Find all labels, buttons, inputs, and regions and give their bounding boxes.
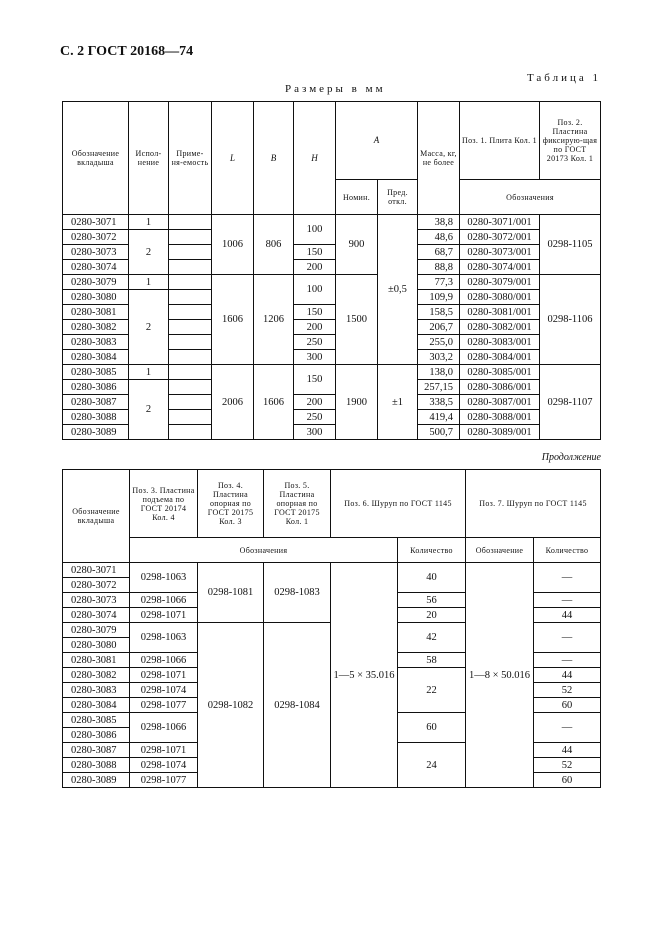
header-pos5: Поз. 5. Пластина опорная по ГОСТ 20175 Кол. 1 <box>264 470 331 538</box>
mass-cell: 48,6 <box>418 230 460 245</box>
applicability-cell <box>169 365 212 380</box>
table-1-continued <box>62 469 601 788</box>
pos1-cell: 0280-3089/001 <box>460 425 540 440</box>
units-note: Размеры в мм <box>285 83 386 95</box>
h-cell: 250 <box>294 410 336 425</box>
table-1 <box>62 101 601 440</box>
pos3-cell: 0298-1074 <box>130 683 198 698</box>
designation-cell: 0280-3084 <box>63 350 129 365</box>
mass-cell: 138,0 <box>418 365 460 380</box>
header-pos1: Поз. 1. Плита Кол. 1 <box>460 102 540 180</box>
applicability-cell <box>169 425 212 440</box>
mass-cell: 257,15 <box>418 380 460 395</box>
mass-cell: 303,2 <box>418 350 460 365</box>
pos1-cell: 0280-3072/001 <box>460 230 540 245</box>
header-designation: Обозначение вкладыша <box>63 102 129 215</box>
mass-cell: 419,4 <box>418 410 460 425</box>
pos5-cell: 0298-1084 <box>264 623 331 788</box>
qty7-cell: — <box>534 713 601 743</box>
a-nominal-cell: 900 <box>336 215 378 275</box>
version-cell: 2 <box>129 380 169 440</box>
b-cell: 1606 <box>254 365 294 440</box>
qty7-cell: 60 <box>534 698 601 713</box>
h-cell: 150 <box>294 305 336 320</box>
pos1-cell: 0280-3081/001 <box>460 305 540 320</box>
qty6-cell: 56 <box>398 593 466 608</box>
designation-cell: 0280-3071 <box>63 215 129 230</box>
h-cell: 150 <box>294 365 336 395</box>
header-designation-7: Обозначение <box>466 538 534 563</box>
qty7-cell: 60 <box>534 773 601 788</box>
header-pos4: Поз. 4. Пластина опорная по ГОСТ 20175 Кол. 3 <box>198 470 264 538</box>
a-nominal-cell: 1500 <box>336 275 378 365</box>
mass-cell: 206,7 <box>418 320 460 335</box>
pos7-cell: 1—8 × 50.016 <box>466 563 534 788</box>
header-designations: Обозначения <box>460 180 601 215</box>
qty6-cell: 20 <box>398 608 466 623</box>
header-quantity-7: Количество <box>534 538 601 563</box>
table-row <box>63 275 601 290</box>
mass-cell: 500,7 <box>418 425 460 440</box>
pos1-cell: 0280-3082/001 <box>460 320 540 335</box>
applicability-cell <box>169 335 212 350</box>
pos1-cell: 0280-3071/001 <box>460 215 540 230</box>
header-b: B <box>254 102 294 215</box>
pos2-cell: 0298-1107 <box>540 365 601 440</box>
applicability-cell <box>169 410 212 425</box>
version-cell: 1 <box>129 275 169 290</box>
applicability-cell <box>169 395 212 410</box>
designation-cell: 0280-3071 <box>63 563 130 578</box>
h-cell: 150 <box>294 245 336 260</box>
pos1-cell: 0280-3079/001 <box>460 275 540 290</box>
applicability-cell <box>169 230 212 245</box>
qty6-cell: 58 <box>398 653 466 668</box>
qty7-cell: 44 <box>534 668 601 683</box>
qty7-cell: 52 <box>534 758 601 773</box>
pos3-cell: 0298-1077 <box>130 773 198 788</box>
h-cell: 200 <box>294 320 336 335</box>
designation-cell: 0280-3079 <box>63 623 130 638</box>
b-cell: 1206 <box>254 275 294 365</box>
pos1-cell: 0280-3088/001 <box>460 410 540 425</box>
qty7-cell: 44 <box>534 608 601 623</box>
pos4-cell: 0298-1081 <box>198 563 264 623</box>
qty7-cell: — <box>534 653 601 668</box>
h-cell: 250 <box>294 335 336 350</box>
pos3-cell: 0298-1071 <box>130 608 198 623</box>
table-row <box>63 215 601 230</box>
pos6-cell: 1—5 × 35.016 <box>331 563 398 788</box>
h-cell: 200 <box>294 395 336 410</box>
pos2-cell: 0298-1106 <box>540 275 601 365</box>
designation-cell: 0280-3073 <box>63 593 130 608</box>
designation-cell: 0280-3082 <box>63 668 130 683</box>
applicability-cell <box>169 215 212 230</box>
applicability-cell <box>169 380 212 395</box>
designation-cell: 0280-3085 <box>63 713 130 728</box>
qty6-cell: 22 <box>398 668 466 713</box>
h-cell: 200 <box>294 260 336 275</box>
designation-cell: 0280-3082 <box>63 320 129 335</box>
pos3-cell: 0298-1071 <box>130 668 198 683</box>
designation-cell: 0280-3086 <box>63 380 129 395</box>
designation-cell: 0280-3074 <box>63 260 129 275</box>
table-row <box>63 365 601 380</box>
pos1-cell: 0280-3083/001 <box>460 335 540 350</box>
header-quantity: Количество <box>398 538 466 563</box>
mass-cell: 77,3 <box>418 275 460 290</box>
header-l: L <box>212 102 254 215</box>
table-number: Таблица 1 <box>526 72 601 84</box>
h-cell: 100 <box>294 275 336 305</box>
pos1-cell: 0280-3073/001 <box>460 245 540 260</box>
designation-cell: 0280-3073 <box>63 245 129 260</box>
pos1-cell: 0280-3080/001 <box>460 290 540 305</box>
version-cell: 1 <box>129 365 169 380</box>
designation-cell: 0280-3072 <box>63 230 129 245</box>
table-row <box>63 563 601 578</box>
h-cell: 300 <box>294 350 336 365</box>
continuation-label: Продолжение <box>541 452 601 463</box>
a-tolerance-cell: ±0,5 <box>378 215 418 365</box>
pos3-cell: 0298-1063 <box>130 623 198 653</box>
header-designations: Обозначения <box>130 538 398 563</box>
qty7-cell: — <box>534 623 601 653</box>
qty6-cell: 60 <box>398 713 466 743</box>
mass-cell: 38,8 <box>418 215 460 230</box>
header-pos6: Поз. 6. Шуруп по ГОСТ 1145 <box>331 470 466 538</box>
qty7-cell: 44 <box>534 743 601 758</box>
header-pos7: Поз. 7. Шуруп по ГОСТ 1145 <box>466 470 601 538</box>
designation-cell: 0280-3081 <box>63 305 129 320</box>
applicability-cell <box>169 320 212 335</box>
designation-cell: 0280-3080 <box>63 638 130 653</box>
mass-cell: 68,7 <box>418 245 460 260</box>
mass-cell: 88,8 <box>418 260 460 275</box>
designation-cell: 0280-3074 <box>63 608 130 623</box>
mass-cell: 255,0 <box>418 335 460 350</box>
applicability-cell <box>169 290 212 305</box>
pos4-cell: 0298-1082 <box>198 623 264 788</box>
header-applicability: Приме-ня-емость <box>169 102 212 215</box>
pos1-cell: 0280-3084/001 <box>460 350 540 365</box>
designation-cell: 0280-3089 <box>63 773 130 788</box>
pos1-cell: 0280-3085/001 <box>460 365 540 380</box>
designation-cell: 0280-3086 <box>63 728 130 743</box>
designation-cell: 0280-3085 <box>63 365 129 380</box>
pos5-cell: 0298-1083 <box>264 563 331 623</box>
designation-cell: 0280-3087 <box>63 395 129 410</box>
header-h: H <box>294 102 336 215</box>
designation-cell: 0280-3080 <box>63 290 129 305</box>
mass-cell: 158,5 <box>418 305 460 320</box>
qty6-cell: 42 <box>398 623 466 653</box>
applicability-cell <box>169 350 212 365</box>
designation-cell: 0280-3083 <box>63 683 130 698</box>
applicability-cell <box>169 245 212 260</box>
qty7-cell: — <box>534 593 601 608</box>
header-tolerance: Пред. откл. <box>378 180 418 215</box>
pos3-cell: 0298-1063 <box>130 563 198 593</box>
applicability-cell <box>169 305 212 320</box>
page-title: С. 2 ГОСТ 20168—74 <box>60 44 194 59</box>
pos3-cell: 0298-1066 <box>130 653 198 668</box>
qty6-cell: 24 <box>398 743 466 788</box>
applicability-cell <box>169 260 212 275</box>
designation-cell: 0280-3089 <box>63 425 129 440</box>
version-cell: 2 <box>129 290 169 365</box>
pos1-cell: 0280-3074/001 <box>460 260 540 275</box>
l-cell: 2006 <box>212 365 254 440</box>
pos3-cell: 0298-1066 <box>130 593 198 608</box>
mass-cell: 338,5 <box>418 395 460 410</box>
pos2-cell: 0298-1105 <box>540 215 601 275</box>
header-pos2: Поз. 2. Пластина фиксирую-щая по ГОСТ 20173 Кол. 1 <box>540 102 601 180</box>
header-a: A <box>336 102 418 180</box>
version-cell: 2 <box>129 230 169 275</box>
qty7-cell: 52 <box>534 683 601 698</box>
header-version: Испол-нение <box>129 102 169 215</box>
h-cell: 100 <box>294 215 336 245</box>
b-cell: 806 <box>254 215 294 275</box>
pos3-cell: 0298-1066 <box>130 713 198 743</box>
designation-cell: 0280-3083 <box>63 335 129 350</box>
mass-cell: 109,9 <box>418 290 460 305</box>
header-mass: Масса, кг, не более <box>418 102 460 215</box>
designation-cell: 0280-3072 <box>63 578 130 593</box>
designation-cell: 0280-3088 <box>63 758 130 773</box>
header-pos3: Поз. 3. Пластина подъема по ГОСТ 20174 Кол. 4 <box>130 470 198 538</box>
pos1-cell: 0280-3087/001 <box>460 395 540 410</box>
version-cell: 1 <box>129 215 169 230</box>
designation-cell: 0280-3081 <box>63 653 130 668</box>
qty7-cell: — <box>534 563 601 593</box>
l-cell: 1606 <box>212 275 254 365</box>
l-cell: 1006 <box>212 215 254 275</box>
h-cell: 300 <box>294 425 336 440</box>
a-tolerance-cell: ±1 <box>378 365 418 440</box>
qty6-cell: 40 <box>398 563 466 593</box>
header-nominal: Номин. <box>336 180 378 215</box>
designation-cell: 0280-3079 <box>63 275 129 290</box>
a-nominal-cell: 1900 <box>336 365 378 440</box>
applicability-cell <box>169 275 212 290</box>
pos3-cell: 0298-1077 <box>130 698 198 713</box>
designation-cell: 0280-3087 <box>63 743 130 758</box>
pos3-cell: 0298-1071 <box>130 743 198 758</box>
designation-cell: 0280-3084 <box>63 698 130 713</box>
header-designation: Обозначение вкладыша <box>63 470 130 563</box>
pos3-cell: 0298-1074 <box>130 758 198 773</box>
designation-cell: 0280-3088 <box>63 410 129 425</box>
pos1-cell: 0280-3086/001 <box>460 380 540 395</box>
